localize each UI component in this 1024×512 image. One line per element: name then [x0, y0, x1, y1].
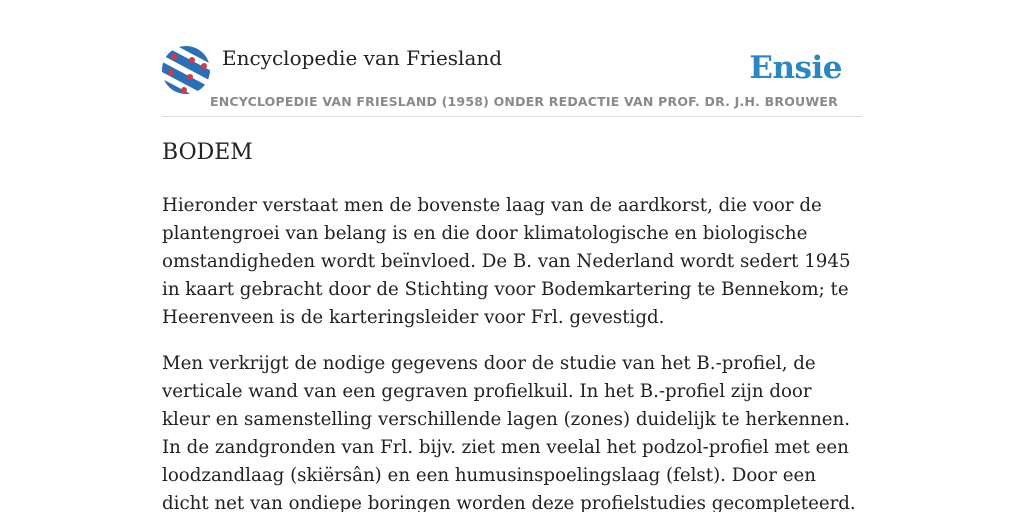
friesland-flag-icon[interactable] [162, 46, 210, 94]
article-body [162, 192, 862, 512]
brand-logo-text[interactable]: Ensie [749, 50, 842, 86]
article-title: BODEM [162, 140, 253, 165]
article-paragraph: Hieronder verstaat men de bovenste laag van de aardkorst, die voor de plantengroei van belang is en die door klimatologische en biologische omstandigheden wordt beïnvloed. De B. van Nederland wordt sedert 1945 in kaart gebracht door de Stichting voor Bodemkartering te Bennekom; te Heerenveen is de karteringsleider voor Frl. gevestigd. [162, 195, 851, 328]
site-title[interactable]: Encyclopedie van Friesland [222, 46, 503, 70]
site-header [162, 46, 862, 117]
site-subtitle: ENCYCLOPEDIE VAN FRIESLAND (1958) ONDER REDACTIE VAN PROF. DR. J.H. BROUWER [210, 94, 838, 109]
article-paragraph: Men verkrijgt de nodige gegevens door de studie van het B.-profiel, de verticale wand van een gegraven profielkuil. In het B.-profiel zijn door kleur en samenstelling verschillende lagen (zones) duidelijk te herkennen. In de zandgronden van Frl. bijv. ziet men veelal het podzol-profiel met een loodzandlaag (skiërsân) en een humusinspoelingslaag (felst). Door een dicht net van ondiepe boringen worden deze profielstudies gecompleteerd. [162, 353, 856, 512]
